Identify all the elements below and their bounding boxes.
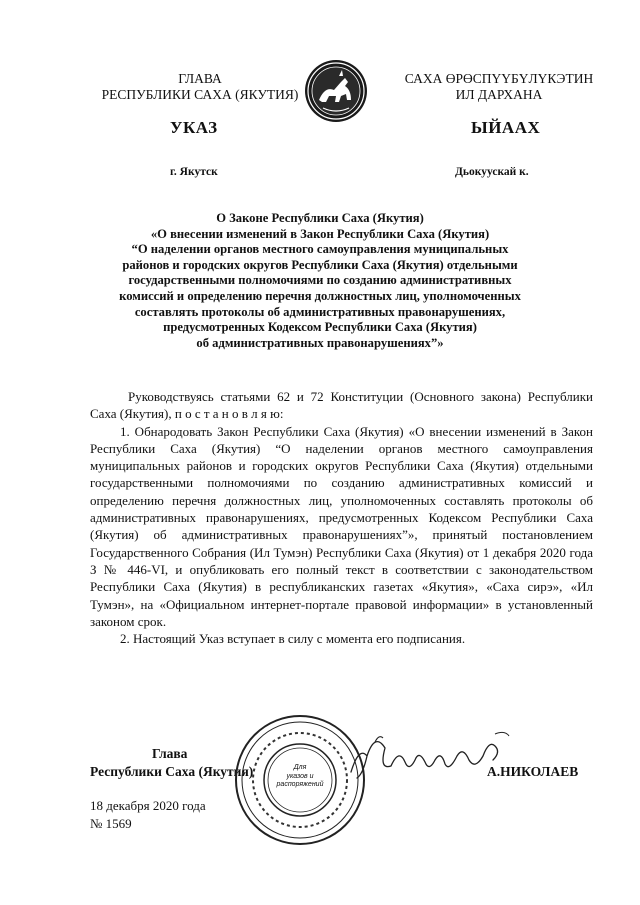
signatory-position-line2: Республики Саха (Якутия): [90, 764, 254, 779]
title-line: комиссий и определению перечня должностных лиц, уполномоченных: [119, 288, 521, 303]
title-line: «О внесении изменений в Закон Республики Саха (Якутия): [150, 226, 490, 241]
decree-date: 18 декабря 2020 года: [90, 798, 206, 813]
intro-paragraph: Руководствуясь статьями 62 и 72 Конституции (Основного закона) Республики Саха (Якутия), п о с т а н о в л я ю:: [90, 389, 593, 422]
stamp-center-text: [272, 764, 328, 790]
doc-type-sakha: ЫЙААХ: [471, 118, 541, 137]
stamp-line: распоряжений: [276, 781, 324, 788]
coat-of-arms-icon: [301, 56, 371, 126]
header-right: [394, 71, 604, 103]
place-ru: г. Якутск: [170, 166, 218, 178]
header-right-line1: САХА ӨРӨСПҮҮБҮЛҮКЭТИН: [404, 71, 594, 86]
signatory-name: А.НИКОЛАЕВ: [487, 764, 579, 779]
place-sakha: Дьокуускай к.: [455, 166, 529, 178]
item-1-paragraph: 1. Обнародовать Закон Республики Саха (Якутия) «О внесении изменений в Закон Республики Саха (Якутия) “О наделении органов местного самоуправления муниципальных районов и городских округов Республики Саха (Якутия) отдельными государственными полномочиями по созданию административных комиссий и определению перечня должностных лиц, уполномоченных составлять протоколы об административных правонарушениях, предусмотренных Кодексом Республики Саха (Якутия) об административных правонарушениях”», принятый постановлением Государственного Собрания (Ил Тумэн) Республики Саха (Якутия) от 1 декабря 2020 года З № 446-VI, и опубликовать его полный текст в соответствии с законодательством Республики Саха (Якутия) в республиканских газетах «Якутия», «Саха сирэ», «Ил Тумэн», на «Официальном интернет-портале правовой информации» в установленный законом срок.: [90, 423, 593, 629]
stamp-line: Для: [293, 764, 307, 771]
item-2-paragraph: 2. Настоящий Указ вступает в силу с момента его подписания.: [120, 631, 466, 647]
document-title: [60, 211, 580, 351]
decree-number: № 1569: [90, 816, 132, 831]
title-line: районов и городских округов Республики Саха (Якутия) отдельными: [122, 257, 518, 272]
title-line: “О наделении органов местного самоуправления муниципальных: [131, 242, 509, 257]
doc-type-ru: УКАЗ: [170, 118, 218, 137]
header-left: [90, 71, 310, 103]
title-line: предусмотренных Кодексом Республики Саха (Якутия): [163, 320, 477, 335]
title-line: об административных правонарушениях”»: [196, 335, 444, 350]
coat-of-arms-emblem: [301, 56, 371, 126]
header-right-line2: ИЛ ДАРХАНА: [455, 87, 543, 102]
title-line: составлять протоколы об административных правонарушениях,: [134, 304, 506, 319]
signatory-position-line1: Глава: [152, 746, 188, 761]
stamp-line: указов и: [286, 772, 314, 780]
document-body: [90, 388, 593, 647]
title-line: государственными полномочиями по созданию административных: [128, 273, 512, 288]
title-line: О Законе Республики Саха (Якутия): [216, 211, 424, 225]
header-left-line1: ГЛАВА: [178, 71, 222, 86]
header-left-line2: РЕСПУБЛИКИ САХА (ЯКУТИЯ): [101, 87, 299, 102]
